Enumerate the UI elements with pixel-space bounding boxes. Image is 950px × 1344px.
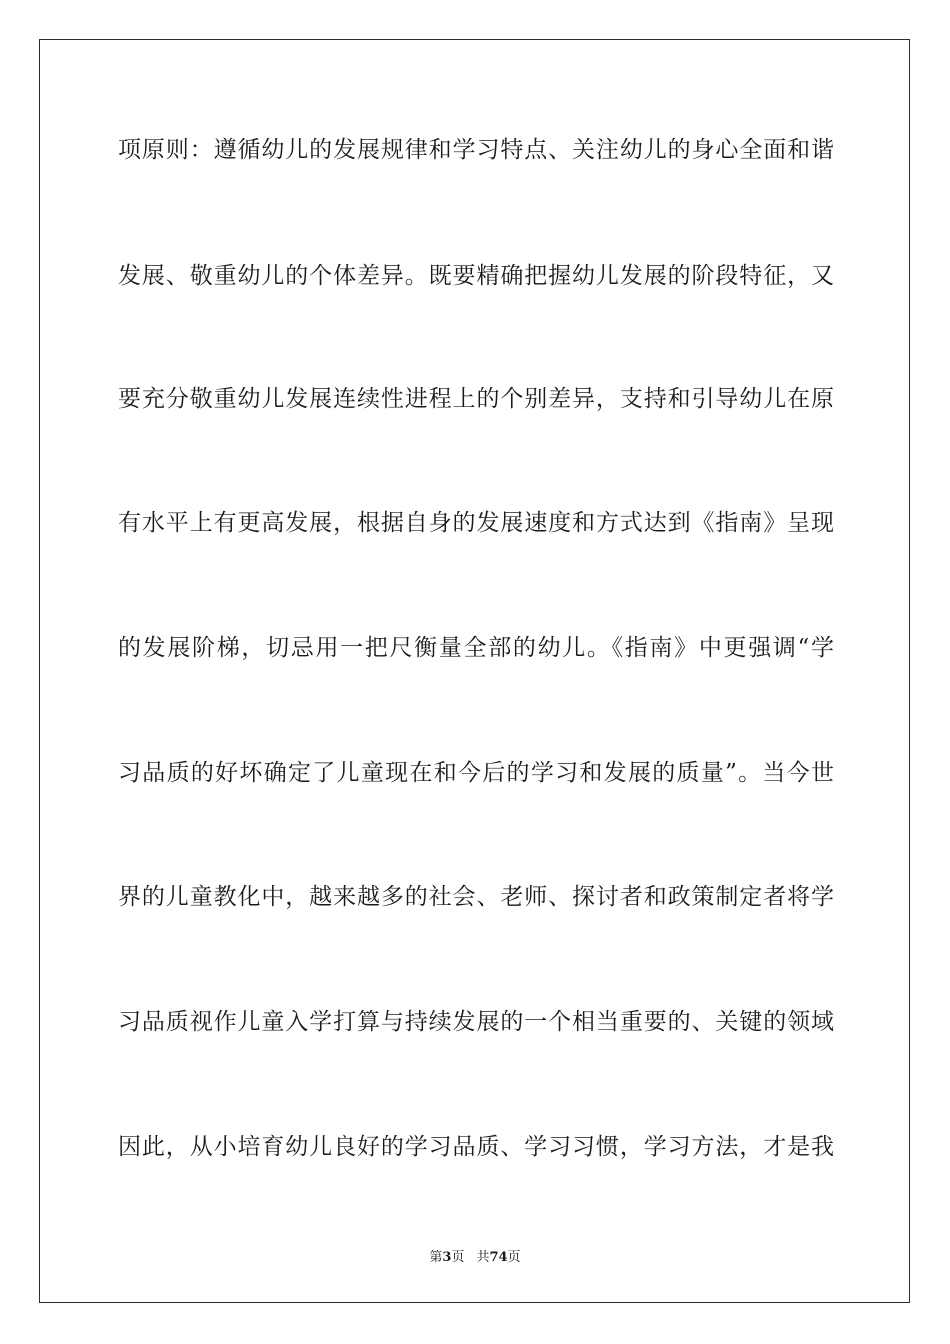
body-text-line: 发展、敬重幼儿的个体差异。既要精确把握幼儿发展的阶段特征，又 [118,263,834,289]
body-text-line: 因此，从小培育幼儿良好的学习品质、学习习惯，学习方法，才是我 [118,1134,834,1160]
body-text-line: 界的儿童教化中，越来越多的社会、老师、探讨者和政策制定者将学 [118,884,834,910]
body-text-line: 项原则：遵循幼儿的发展规律和学习特点、关注幼儿的身心全面和谐 [118,137,834,163]
page-number-label: 第3页 [429,1250,465,1265]
body-text-line: 习品质的好坏确定了儿童现在和今后的学习和发展的质量”。当今世 [118,760,834,786]
total-pages-label: 共74页 [476,1250,521,1265]
page-border [39,39,910,1303]
body-text-line: 有水平上有更高发展，根据自身的发展速度和方式达到《指南》呈现 [118,510,834,536]
body-text-line: 习品质视作儿童入学打算与持续发展的一个相当重要的、关键的领域 [118,1009,834,1035]
body-text-line: 要充分敬重幼儿发展连续性进程上的个别差异，支持和引导幼儿在原 [118,386,834,412]
body-text-line: 的发展阶梯，切忌用一把尺衡量全部的幼儿。《指南》中更强调“学 [118,635,834,661]
page-footer [0,1246,950,1265]
